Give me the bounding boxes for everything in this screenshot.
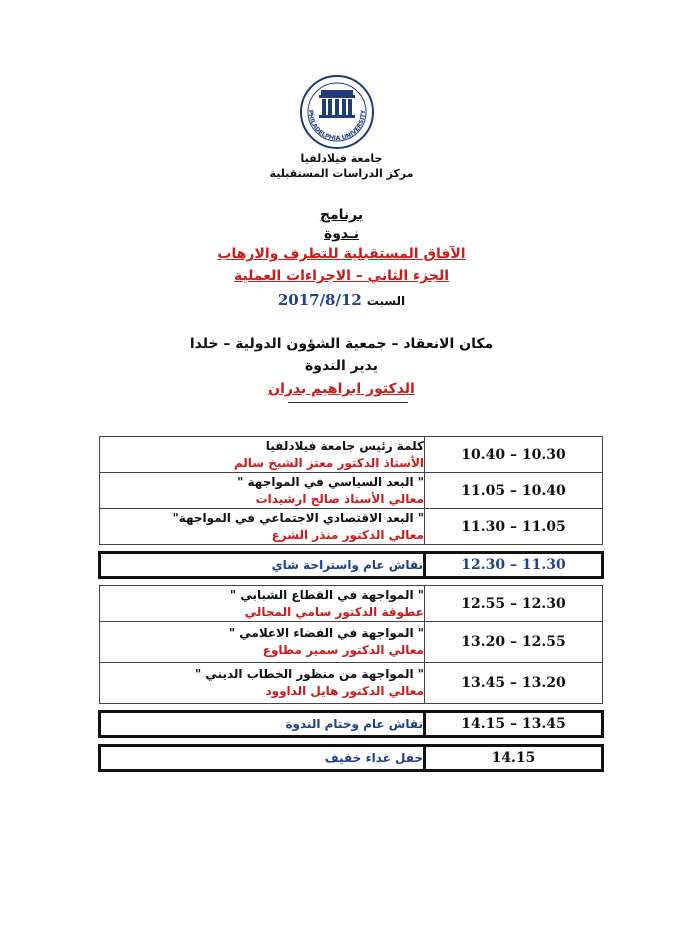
session-title: " المواجهة من منظور الخطاب الديني " <box>194 667 424 681</box>
session-title: " البعد السياسي في المواجهة " <box>237 474 424 489</box>
seminar-title-line1: الآفاق المستقبلية للتطرف والارهاب <box>217 246 466 262</box>
session-speaker: معالي الأستاذ صالح ارشيدات <box>255 491 424 506</box>
venue: مكان الانعقاد – جمعية الشؤون الدولية – خلدا <box>189 336 494 352</box>
moderated-by-label: يدير الندوة <box>304 358 378 374</box>
session-time: 13.45 – 13.20 <box>425 663 603 704</box>
session-speaker: معالي الدكتور منذر الشرع <box>271 527 424 542</box>
session-cell <box>100 586 425 622</box>
center-name: مركز الدراسات المستقبلية <box>269 167 414 180</box>
session-time: 12.55 – 12.30 <box>425 586 603 622</box>
session-time: 14.15 <box>425 746 603 771</box>
table-row <box>100 437 603 473</box>
session-time: 13.20 – 12.55 <box>425 622 603 663</box>
table-row <box>100 622 603 663</box>
program-label: برنامج <box>319 207 364 223</box>
session-title: " المواجهة في القطاع الشبابي " <box>229 587 424 602</box>
session-cell <box>100 473 425 509</box>
session-time: 14.15 – 13.45 <box>425 712 603 737</box>
session-cell <box>100 663 425 704</box>
table-row <box>100 586 603 622</box>
table-row <box>100 509 603 545</box>
session-title: نقاش عام واستراحة شاي <box>100 553 425 578</box>
seminar-title-line2: الجزء الثاني – الاجراءات العملية <box>233 268 450 284</box>
divider <box>288 402 408 403</box>
university-name: جامعة فيلادلفيا <box>300 152 383 165</box>
session-title: نقاش عام وختام الندوة <box>100 712 425 737</box>
session-time: 12.30 – 11.30 <box>425 553 603 578</box>
session-speaker: معالي الدكتور سمير مطاوع <box>262 643 424 657</box>
session-time: 10.40 – 10.30 <box>425 437 603 473</box>
session-speaker: عطوفة الدكتور سامي المجالي <box>244 604 424 619</box>
table-row <box>100 553 603 578</box>
seminar-label: نـدوة <box>323 226 360 242</box>
session-time: 11.30 – 11.05 <box>425 509 603 545</box>
session-speaker: معالي الدكتور هايل الداوود <box>265 684 424 698</box>
schedule-table <box>98 436 604 772</box>
session-speaker: الأستاذ الدكتور معتز الشيخ سالم <box>233 455 424 470</box>
session-cell <box>100 622 425 663</box>
table-row <box>100 712 603 737</box>
table-row <box>100 746 603 771</box>
event-date: 2017/8/12 <box>277 291 362 309</box>
session-time: 11.05 – 10.40 <box>425 473 603 509</box>
moderator-name: الدكتور ابراهيم بدران <box>268 381 415 397</box>
logo-text: PHILADELPHIA UNIVERSITY <box>306 109 368 143</box>
session-title: " البعد الاقتصادي الاجتماعي في المواجهة" <box>172 510 424 525</box>
table-row <box>100 473 603 509</box>
date-line <box>0 291 683 309</box>
session-cell <box>100 437 425 473</box>
session-title: " المواجهة في الفضاء الاعلامي " <box>228 626 424 640</box>
day-name: السبت <box>366 294 406 308</box>
session-cell <box>100 509 425 545</box>
university-logo-icon <box>297 72 377 152</box>
session-title: حفل غداء خفيف <box>100 746 425 771</box>
session-title: كلمة رئيس جامعة فيلادلفيا <box>265 438 424 453</box>
table-row <box>100 663 603 704</box>
